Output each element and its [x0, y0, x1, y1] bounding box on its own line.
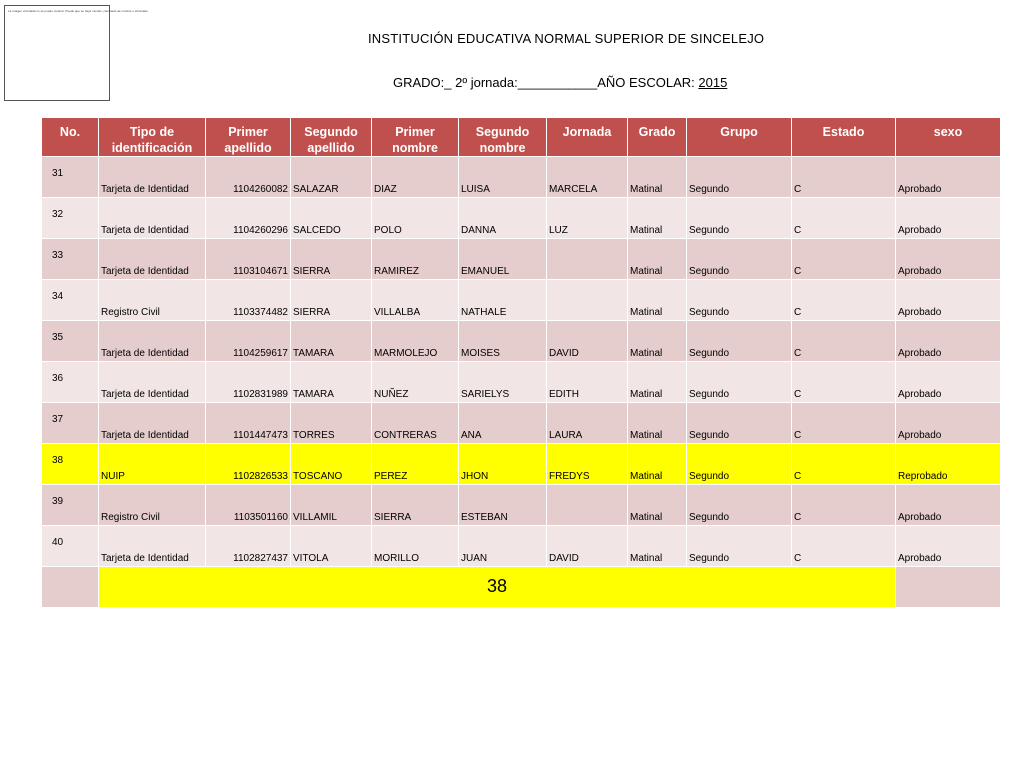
col-segundo-apellido: Segundo apellido: [291, 118, 372, 157]
cell-primer-apellido: TOSCANO: [291, 444, 372, 485]
cell-tipo: Tarjeta de Identidad: [99, 157, 206, 198]
total-empty-left: [42, 567, 99, 608]
cell-estado: Aprobado: [896, 239, 1001, 280]
cell-primer-apellido: SALCEDO: [291, 198, 372, 239]
table-row: [42, 157, 1001, 198]
cell-no: 40: [42, 526, 99, 567]
cell-tipo: Tarjeta de Identidad: [99, 198, 206, 239]
broken-logo-image: [4, 5, 149, 101]
cell-jornada: Matinal: [628, 198, 687, 239]
cell-segundo-nombre: [547, 280, 628, 321]
cell-primer-apellido: SIERRA: [291, 239, 372, 280]
cell-primer-apellido: SIERRA: [291, 280, 372, 321]
cell-estado: Reprobado: [896, 444, 1001, 485]
cell-primer-nombre: JUAN: [459, 526, 547, 567]
cell-grupo: C: [792, 362, 896, 403]
cell-primer-apellido: TORRES: [291, 403, 372, 444]
cell-grado: Segundo: [687, 157, 792, 198]
cell-segundo-nombre: FREDYS: [547, 444, 628, 485]
cell-grupo: C: [792, 321, 896, 362]
cell-grupo: C: [792, 280, 896, 321]
cell-segundo-apellido: VILLALBA: [372, 280, 459, 321]
cell-tipo: Tarjeta de Identidad: [99, 321, 206, 362]
cell-segundo-apellido: CONTRERAS: [372, 403, 459, 444]
cell-primer-apellido: VITOLA: [291, 526, 372, 567]
cell-documento: 1103104671: [206, 239, 291, 280]
cell-segundo-nombre: DAVID: [547, 526, 628, 567]
grade-line: [393, 75, 727, 90]
cell-segundo-nombre: DAVID: [547, 321, 628, 362]
cell-grupo: C: [792, 403, 896, 444]
cell-primer-apellido: SALAZAR: [291, 157, 372, 198]
table-row: [42, 321, 1001, 362]
cell-no: 39: [42, 485, 99, 526]
cell-grupo: C: [792, 239, 896, 280]
col-jornada: Jornada: [547, 118, 628, 157]
cell-grupo: C: [792, 444, 896, 485]
cell-segundo-nombre: LAURA: [547, 403, 628, 444]
institution-title: INSTITUCIÓN EDUCATIVA NORMAL SUPERIOR DE SINCELEJO: [368, 31, 765, 46]
cell-segundo-apellido: SIERRA: [372, 485, 459, 526]
cell-primer-nombre: JHON: [459, 444, 547, 485]
cell-documento: 1101447473: [206, 403, 291, 444]
cell-no: 34: [42, 280, 99, 321]
cell-grado: Segundo: [687, 321, 792, 362]
cell-no: 32: [42, 198, 99, 239]
cell-grado: Segundo: [687, 485, 792, 526]
cell-primer-nombre: ANA: [459, 403, 547, 444]
total-count: 38: [99, 567, 896, 608]
cell-estado: Aprobado: [896, 280, 1001, 321]
cell-tipo: Registro Civil: [99, 280, 206, 321]
cell-documento: 1103501160: [206, 485, 291, 526]
cell-primer-nombre: DANNA: [459, 198, 547, 239]
cell-jornada: Matinal: [628, 280, 687, 321]
cell-primer-nombre: LUISA: [459, 157, 547, 198]
cell-estado: Aprobado: [896, 403, 1001, 444]
col-grado: Grado: [628, 118, 687, 157]
cell-tipo: Registro Civil: [99, 485, 206, 526]
cell-primer-nombre: MOISES: [459, 321, 547, 362]
cell-estado: Aprobado: [896, 157, 1001, 198]
cell-grupo: C: [792, 526, 896, 567]
cell-segundo-apellido: RAMIREZ: [372, 239, 459, 280]
cell-segundo-apellido: NUÑEZ: [372, 362, 459, 403]
cell-no: 35: [42, 321, 99, 362]
cell-jornada: Matinal: [628, 239, 687, 280]
school-year: 2015: [698, 75, 728, 90]
cell-segundo-nombre: [547, 239, 628, 280]
cell-jornada: Matinal: [628, 444, 687, 485]
cell-grado: Segundo: [687, 198, 792, 239]
cell-jornada: Matinal: [628, 485, 687, 526]
cell-tipo: Tarjeta de Identidad: [99, 239, 206, 280]
cell-jornada: Matinal: [628, 362, 687, 403]
cell-jornada: Matinal: [628, 526, 687, 567]
col-sexo: sexo: [896, 118, 1001, 157]
col-segundo-nombre: Segundo nombre: [459, 118, 547, 157]
cell-segundo-apellido: MORILLO: [372, 526, 459, 567]
cell-primer-apellido: TAMARA: [291, 362, 372, 403]
cell-primer-apellido: TAMARA: [291, 321, 372, 362]
cell-documento: 1104260082: [206, 157, 291, 198]
cell-segundo-apellido: PEREZ: [372, 444, 459, 485]
cell-tipo: Tarjeta de Identidad: [99, 403, 206, 444]
cell-documento: 1102827437: [206, 526, 291, 567]
cell-primer-nombre: ESTEBAN: [459, 485, 547, 526]
table-header-row: [42, 118, 1001, 157]
cell-segundo-nombre: [547, 485, 628, 526]
col-grupo: Grupo: [687, 118, 792, 157]
cell-no: 36: [42, 362, 99, 403]
cell-estado: Aprobado: [896, 321, 1001, 362]
broken-image-caption: La imagen vinculada no se puede mostrar. Puede que se haya movido, cambiado de nombre o eliminado.: [8, 9, 149, 13]
table-row: [42, 362, 1001, 403]
col-estado: Estado: [792, 118, 896, 157]
cell-segundo-nombre: EDITH: [547, 362, 628, 403]
cell-tipo: Tarjeta de Identidad: [99, 362, 206, 403]
cell-no: 31: [42, 157, 99, 198]
cell-jornada: Matinal: [628, 157, 687, 198]
student-table: [41, 117, 1001, 608]
grade-line-text: GRADO:_ 2º jornada:___________AÑO ESCOLAR:: [393, 75, 699, 90]
cell-grado: Segundo: [687, 239, 792, 280]
cell-grado: Segundo: [687, 403, 792, 444]
cell-documento: 1104259617: [206, 321, 291, 362]
cell-jornada: Matinal: [628, 321, 687, 362]
cell-estado: Aprobado: [896, 485, 1001, 526]
col-primer-apellido: Primer apellido: [206, 118, 291, 157]
col-no: No.: [42, 118, 99, 157]
cell-segundo-apellido: POLO: [372, 198, 459, 239]
cell-documento: 1102826533: [206, 444, 291, 485]
cell-primer-nombre: NATHALE: [459, 280, 547, 321]
cell-segundo-apellido: DIAZ: [372, 157, 459, 198]
col-tipo-identificacion: Tipo de identificación: [99, 118, 206, 157]
cell-tipo: NUIP: [99, 444, 206, 485]
cell-primer-apellido: VILLAMIL: [291, 485, 372, 526]
cell-grupo: C: [792, 198, 896, 239]
cell-documento: 1103374482: [206, 280, 291, 321]
cell-documento: 1102831989: [206, 362, 291, 403]
cell-segundo-nombre: LUZ: [547, 198, 628, 239]
cell-estado: Aprobado: [896, 198, 1001, 239]
cell-grado: Segundo: [687, 362, 792, 403]
cell-documento: 1104260296: [206, 198, 291, 239]
cell-jornada: Matinal: [628, 403, 687, 444]
cell-no: 33: [42, 239, 99, 280]
cell-primer-nombre: SARIELYS: [459, 362, 547, 403]
cell-tipo: Tarjeta de Identidad: [99, 526, 206, 567]
cell-primer-nombre: EMANUEL: [459, 239, 547, 280]
col-primer-nombre: Primer nombre: [372, 118, 459, 157]
table-row: [42, 526, 1001, 567]
cell-grado: Segundo: [687, 280, 792, 321]
cell-no: 38: [42, 444, 99, 485]
table-row: [42, 485, 1001, 526]
cell-estado: Aprobado: [896, 362, 1001, 403]
cell-grupo: C: [792, 485, 896, 526]
table-row: [42, 444, 1001, 485]
total-empty-right: [896, 567, 1001, 608]
table-row: [42, 198, 1001, 239]
cell-segundo-nombre: MARCELA: [547, 157, 628, 198]
table-row: [42, 239, 1001, 280]
cell-no: 37: [42, 403, 99, 444]
cell-grado: Segundo: [687, 444, 792, 485]
table-row: [42, 403, 1001, 444]
table-row: [42, 280, 1001, 321]
total-row: [42, 567, 1001, 608]
cell-grupo: C: [792, 157, 896, 198]
cell-grado: Segundo: [687, 526, 792, 567]
cell-estado: Aprobado: [896, 526, 1001, 567]
cell-segundo-apellido: MARMOLEJO: [372, 321, 459, 362]
